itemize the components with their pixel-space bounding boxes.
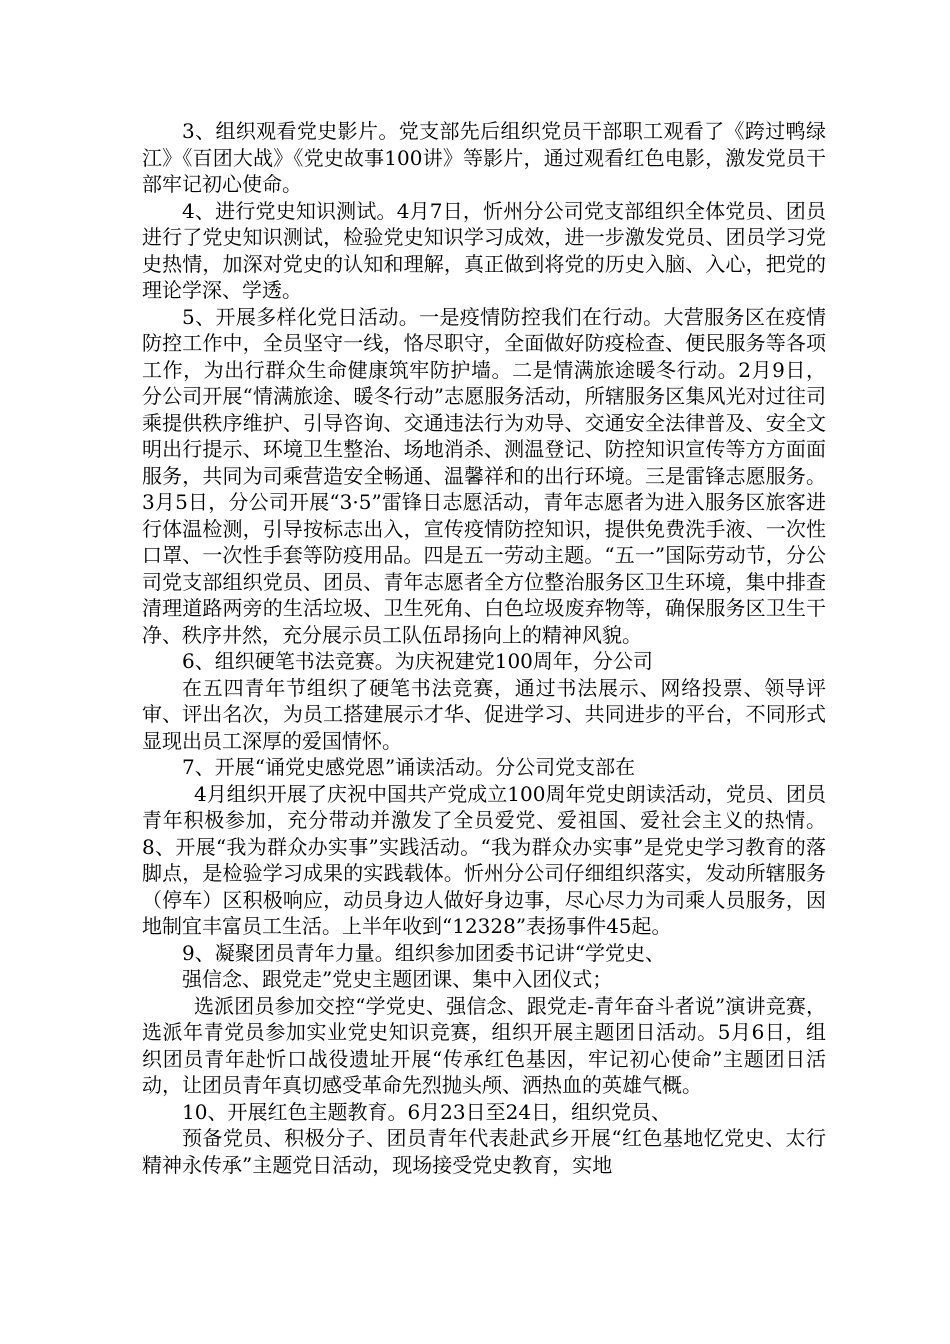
paragraph-item-7-heading: 7、开展“诵党史感党恩”诵读活动。分公司党支部在 xyxy=(182,755,636,779)
paragraph-item-7-body: 4月组织开展了庆祝中国共产党成立100周年党史朗读活动，党员、团员青年积极参加，充分带动并激发了全员爱党、爱祖国、爱社会主义的热情。8、开展“我为群众办实事”实践活动。“我为群众办实事”是党史学习教育的落脚点，是检验学习成果的实践载体。忻州分公司仔细组织落实，发动所辖服务（停车）区积极响应，动员身边人做好身边事，尽心尽力为司乘人员服务，因地制宜丰富员工生活。上半年收到“12328”表扬事件45起。 xyxy=(142,781,826,938)
paragraph-item-9-body: 选派团员参加交控“学党史、强信念、跟党走-青年奋斗者说”演讲竞赛，选派年青党员参加实业党史知识竞赛，组织开展主题团日活动。5月6日，组织团员青年赴忻口战役遗址开展“传承红色基因，牢记初心使命”主题团日活动，让团员青年真切感受革命先烈抛头颅、洒热血的英雄气概。 xyxy=(142,993,826,1097)
paragraph-item-6-body: 在五四青年节组织了硬笔书法竞赛，通过书法展示、网络投票、领导评审、评出名次，为员工搭建展示才华、促进学习、共同进步的平台，不同形式显现出员工深厚的爱国情怀。 xyxy=(142,675,826,753)
paragraph-item-4: 4、进行党史知识测试。4月7日，忻州分公司党支部组织全体党员、团员进行了党史知识测试，检验党史知识学习成效，进一步激发党员、团员学习党史热情，加深对党史的认知和理解，真正做到将党的历史入脑、入心，把党的理论学深、学透。 xyxy=(142,198,826,302)
paragraph-item-9-continued: 强信念、跟党走”党史主题团课、集中入团仪式； xyxy=(182,967,613,991)
paragraph-item-6-heading: 6、组织硬笔书法竞赛。为庆祝建党100周年，分公司 xyxy=(182,649,653,673)
paragraph-item-3: 3、组织观看党史影片。党支部先后组织党员干部职工观看了《跨过鸭绿江》《百团大战》《党史故事100讲》等影片，通过观看红色电影，激发党员干部牢记初心使命。 xyxy=(142,119,826,196)
paragraph-item-10-body: 预备党员、积极分子、团员青年代表赴武乡开展“红色基地忆党史、太行精神永传承”主题党日活动，现场接受党史教育，实地 xyxy=(142,1126,826,1177)
paragraph-item-5: 5、开展多样化党日活动。一是疫情防控我们在行动。大营服务区在疫情防控工作中，全员坚守一线，恪尽职守，全面做好防疫检查、便民服务等各项工作，为出行群众生命健康筑牢防护墙。二是情满旅途暖冬行动。2月9日，分公司开展“情满旅途、暖冬行动”志愿服务活动，所辖服务区集风光对过往司乘提供秩序维护、引导咨询、交通违法行为劝导、交通安全法律普及、安全文明出行提示、环境卫生整治、场地消杀、测温登记、防控知识宣传等方方面面服务，共同为司乘营造安全畅通、温馨祥和的出行环境。三是雷锋志愿服务。3月5日，分公司开展“3·5”雷锋日志愿活动，青年志愿者为进入服务区旅客进行体温检测，引导按标志出入，宣传疫情防控知识，提供免费洗手液、一次性口罩、一次性手套等防疫用品。四是五一劳动主题。“五一”国际劳动节，分公司党支部组织党员、团员、青年志愿者全方位整治服务区卫生环境，集中排查清理道路两旁的生活垃圾、卫生死角、白色垃圾废弃物等，确保服务区卫生干净、秩序井然，充分展示员工队伍昂扬向上的精神风貌。 xyxy=(142,304,826,647)
paragraph-item-10-heading: 10、开展红色主题教育。6月23日至24日，组织党员、 xyxy=(182,1099,672,1124)
document-page xyxy=(142,118,826,1178)
paragraph-item-9-heading: 9、凝聚团员青年力量。组织参加团委书记讲“学党史、 xyxy=(182,940,665,965)
